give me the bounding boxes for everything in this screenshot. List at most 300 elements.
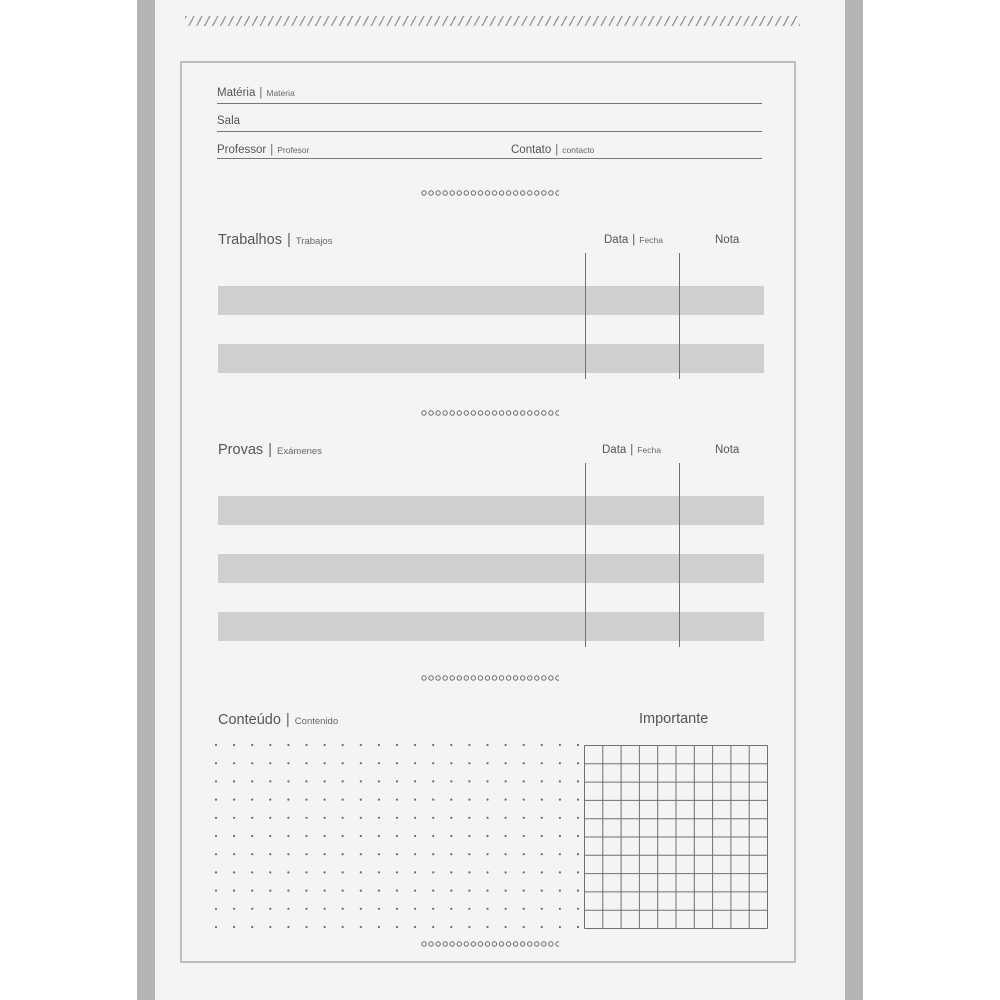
grid-dot <box>559 890 561 892</box>
grid-dot <box>360 762 362 764</box>
divider-ring <box>436 676 440 680</box>
grid-dot <box>505 890 507 892</box>
grid-dot <box>577 871 579 873</box>
grid-dot <box>342 780 344 782</box>
divider-ring <box>422 191 426 195</box>
grid-dot <box>251 835 253 837</box>
grid-dot <box>523 817 525 819</box>
grid-dot <box>523 890 525 892</box>
grid-dot <box>269 853 271 855</box>
grid-dot <box>305 799 307 801</box>
grid-dot <box>505 908 507 910</box>
grid-dot <box>505 853 507 855</box>
grid-dot <box>432 908 434 910</box>
grid-dot <box>468 871 470 873</box>
grid-dot <box>523 853 525 855</box>
grid-dot <box>215 871 217 873</box>
grid-dot <box>251 926 253 928</box>
grid-dot <box>523 780 525 782</box>
grid-dot <box>360 908 362 910</box>
sala-field[interactable] <box>217 113 762 132</box>
professor-field[interactable] <box>217 140 502 159</box>
grid-dot <box>251 853 253 855</box>
grid-dot <box>505 780 507 782</box>
grid-dot <box>360 744 362 746</box>
divider-ring <box>528 191 532 195</box>
divider-ring <box>471 942 475 946</box>
grid-dot <box>486 817 488 819</box>
grid-dot <box>559 908 561 910</box>
divider-ring <box>556 676 559 680</box>
divider-ring <box>443 942 447 946</box>
divider-ring <box>429 191 433 195</box>
grid-dot <box>432 817 434 819</box>
professor-label: Professor | Profesor <box>217 144 310 156</box>
grid-dot <box>541 780 543 782</box>
grid-dot <box>414 744 416 746</box>
divider-ring <box>506 411 510 415</box>
grid-dot <box>486 780 488 782</box>
divider-ring <box>471 191 475 195</box>
square-grid-notes-area[interactable] <box>584 745 767 928</box>
divider-ring <box>422 942 426 946</box>
grid-dot <box>577 908 579 910</box>
grid-dot <box>305 835 307 837</box>
divider-ring <box>443 411 447 415</box>
grid-dot <box>505 744 507 746</box>
divider-ring <box>549 411 553 415</box>
grid-dot <box>305 926 307 928</box>
grid-dot <box>324 890 326 892</box>
grid-dot <box>486 908 488 910</box>
grid-dot <box>541 871 543 873</box>
grid-dot <box>324 908 326 910</box>
grid-dot <box>505 926 507 928</box>
grid-dot <box>577 799 579 801</box>
divider-ring <box>464 676 468 680</box>
grid-dot <box>468 762 470 764</box>
grid-dot <box>468 890 470 892</box>
divider-ring <box>521 191 525 195</box>
grid-dot <box>523 762 525 764</box>
grid-dot <box>414 762 416 764</box>
divider-ring <box>492 191 496 195</box>
grid-dot <box>432 799 434 801</box>
divider-ring <box>429 411 433 415</box>
divider-ring <box>506 676 510 680</box>
grid-dot <box>233 908 235 910</box>
divider-ring <box>535 676 539 680</box>
grid-dot <box>215 835 217 837</box>
grid-dot <box>541 762 543 764</box>
provas-date-divider <box>585 463 586 647</box>
contato-field[interactable] <box>502 140 762 159</box>
grid-dot <box>450 908 452 910</box>
grid-dot <box>396 871 398 873</box>
grid-dot <box>360 817 362 819</box>
grid-dot <box>577 744 579 746</box>
ring-divider <box>421 189 559 197</box>
divider-ring <box>506 191 510 195</box>
grid-dot <box>577 926 579 928</box>
grid-dot <box>342 926 344 928</box>
trabalhos-title: Trabalhos | Trabajos <box>218 231 333 248</box>
grid-dot <box>541 890 543 892</box>
grid-dot <box>324 871 326 873</box>
grid-dot <box>233 744 235 746</box>
grid-dot <box>541 744 543 746</box>
divider-ring <box>464 411 468 415</box>
grid-dot <box>324 835 326 837</box>
trabalhos-date-header: Data | Fecha <box>604 234 663 246</box>
grid-dot <box>541 908 543 910</box>
divider-ring <box>528 942 532 946</box>
grid-dot <box>269 890 271 892</box>
grid-dot <box>233 780 235 782</box>
grid-dot <box>287 762 289 764</box>
grid-dot <box>396 926 398 928</box>
grid-dot <box>559 799 561 801</box>
grid-dot <box>577 780 579 782</box>
divider-ring <box>499 191 503 195</box>
grid-dot <box>523 908 525 910</box>
grid-dot <box>360 890 362 892</box>
grid-dot <box>360 835 362 837</box>
grid-dot <box>396 744 398 746</box>
provas-date-header: Data | Fecha <box>602 444 661 456</box>
grid-dot <box>450 799 452 801</box>
grid-dot <box>541 835 543 837</box>
grid-dot <box>305 871 307 873</box>
grid-dot <box>468 908 470 910</box>
grid-dot <box>378 744 380 746</box>
grid-dot <box>305 817 307 819</box>
grid-dot <box>486 871 488 873</box>
grid-dot <box>251 799 253 801</box>
trabalhos-row-band <box>218 286 764 315</box>
materia-label: Matéria | Materia <box>217 87 295 99</box>
grid-dot <box>523 744 525 746</box>
grid-dot <box>559 926 561 928</box>
grid-dot <box>414 926 416 928</box>
grid-dot <box>324 853 326 855</box>
divider-ring <box>492 411 496 415</box>
grid-dot <box>360 871 362 873</box>
grid-dot <box>396 853 398 855</box>
divider-ring <box>506 942 510 946</box>
divider-ring <box>499 676 503 680</box>
page-edge-left <box>137 0 155 1000</box>
grid-dot <box>305 908 307 910</box>
grid-dot <box>486 890 488 892</box>
grid-dot <box>486 762 488 764</box>
grid-dot <box>215 817 217 819</box>
grid-dot <box>215 926 217 928</box>
grid-dot <box>251 762 253 764</box>
divider-ring <box>485 676 489 680</box>
grid-dot <box>468 817 470 819</box>
provas-row-band <box>218 554 764 583</box>
provas-grade-header: Nota <box>715 444 740 456</box>
grid-dot <box>287 744 289 746</box>
grid-dot <box>505 762 507 764</box>
provas-grade-divider <box>679 463 680 647</box>
grid-dot <box>324 744 326 746</box>
grid-dot <box>287 926 289 928</box>
grid-dot <box>360 853 362 855</box>
grid-dot <box>523 799 525 801</box>
grid-dot <box>287 835 289 837</box>
divider-ring <box>471 411 475 415</box>
grid-dot <box>468 835 470 837</box>
divider-ring <box>542 411 546 415</box>
divider-ring <box>528 411 532 415</box>
grid-dot <box>523 926 525 928</box>
grid-dot <box>559 871 561 873</box>
grid-dot <box>541 799 543 801</box>
grid-dot <box>215 853 217 855</box>
grid-dot <box>233 835 235 837</box>
grid-dot <box>541 926 543 928</box>
divider-ring <box>478 942 482 946</box>
divider-ring <box>464 942 468 946</box>
grid-dot <box>559 835 561 837</box>
divider-ring <box>457 191 461 195</box>
grid-dot <box>432 890 434 892</box>
grid-dot <box>233 853 235 855</box>
dot-grid-notes-area[interactable] <box>212 740 582 930</box>
grid-dot <box>450 853 452 855</box>
grid-dot <box>324 926 326 928</box>
grid-dot <box>396 890 398 892</box>
grid-dot <box>287 817 289 819</box>
grid-dot <box>360 780 362 782</box>
grid-dot <box>269 908 271 910</box>
grid-dot <box>432 835 434 837</box>
grid-dot <box>215 762 217 764</box>
grid-dot <box>505 871 507 873</box>
divider-ring <box>443 676 447 680</box>
divider-ring <box>549 191 553 195</box>
divider-ring <box>436 942 440 946</box>
grid-dot <box>396 762 398 764</box>
grid-dot <box>559 853 561 855</box>
grid-dot <box>324 799 326 801</box>
grid-dot <box>360 799 362 801</box>
grid-dot <box>342 817 344 819</box>
ring-divider <box>421 674 559 682</box>
grid-dot <box>251 908 253 910</box>
grid-dot <box>287 871 289 873</box>
divider-ring <box>492 676 496 680</box>
grid-dot <box>251 871 253 873</box>
page-edge-right <box>845 0 863 1000</box>
grid-dot <box>468 744 470 746</box>
divider-ring <box>436 411 440 415</box>
grid-dot <box>269 799 271 801</box>
divider-ring <box>521 411 525 415</box>
divider-ring <box>478 191 482 195</box>
grid-dot <box>486 926 488 928</box>
grid-dot <box>414 890 416 892</box>
grid-dot <box>269 926 271 928</box>
divider-ring <box>450 942 454 946</box>
grid-dot <box>269 817 271 819</box>
grid-dot <box>305 853 307 855</box>
ring-divider <box>421 940 559 948</box>
grid-dot <box>378 908 380 910</box>
divider-ring <box>450 411 454 415</box>
grid-dot <box>287 853 289 855</box>
provas-row-band <box>218 612 764 641</box>
importante-title: Importante <box>639 711 709 727</box>
grid-dot <box>486 744 488 746</box>
grid-dot <box>414 817 416 819</box>
grid-dot <box>505 835 507 837</box>
grid-dot <box>215 744 217 746</box>
grid-dot <box>450 780 452 782</box>
grid-dot <box>468 780 470 782</box>
divider-ring <box>429 676 433 680</box>
grid-dot <box>324 817 326 819</box>
divider-ring <box>535 191 539 195</box>
divider-ring <box>542 942 546 946</box>
grid-dot <box>396 799 398 801</box>
grid-dot <box>269 780 271 782</box>
grid-dot <box>251 890 253 892</box>
grid-dot <box>541 853 543 855</box>
divider-ring <box>485 191 489 195</box>
grid-dot <box>541 817 543 819</box>
grid-dot <box>324 762 326 764</box>
grid-dot <box>414 908 416 910</box>
grid-dot <box>450 744 452 746</box>
materia-field[interactable] <box>217 85 762 104</box>
grid-dot <box>577 853 579 855</box>
divider-ring <box>485 411 489 415</box>
grid-dot <box>396 835 398 837</box>
conteudo-title: Conteúdo | Contenido <box>218 711 339 728</box>
grid-dot <box>269 835 271 837</box>
divider-ring <box>429 942 433 946</box>
divider-ring <box>485 942 489 946</box>
grid-dot <box>432 853 434 855</box>
grid-dot <box>233 871 235 873</box>
grid-dot <box>432 744 434 746</box>
grid-dot <box>450 835 452 837</box>
ring-divider <box>421 409 559 417</box>
grid-dot <box>450 871 452 873</box>
grid-dot <box>559 817 561 819</box>
grid-dot <box>450 762 452 764</box>
grid-dot <box>342 762 344 764</box>
grid-dot <box>251 744 253 746</box>
divider-ring <box>513 411 517 415</box>
grid-dot <box>378 890 380 892</box>
grid-dot <box>396 817 398 819</box>
divider-ring <box>513 942 517 946</box>
divider-ring <box>521 676 525 680</box>
grid-dot <box>505 799 507 801</box>
grid-dot <box>378 780 380 782</box>
divider-ring <box>499 942 503 946</box>
grid-dot <box>559 744 561 746</box>
divider-ring <box>478 676 482 680</box>
grid-dot <box>233 926 235 928</box>
grid-dot <box>414 799 416 801</box>
grid-dot <box>233 762 235 764</box>
trabalhos-date-divider <box>585 253 586 379</box>
sala-label: Sala <box>217 115 241 127</box>
divider-ring <box>422 411 426 415</box>
grid-dot <box>251 780 253 782</box>
divider-ring <box>450 676 454 680</box>
grid-dot <box>378 817 380 819</box>
grid-dot <box>269 744 271 746</box>
divider-ring <box>549 942 553 946</box>
grid-dot <box>414 871 416 873</box>
grid-dot <box>414 853 416 855</box>
grid-dot <box>305 780 307 782</box>
divider-ring <box>457 411 461 415</box>
grid-dot <box>396 780 398 782</box>
grid-dot <box>215 799 217 801</box>
grid-dot <box>269 871 271 873</box>
divider-ring <box>556 411 559 415</box>
grid-dot <box>523 871 525 873</box>
hatch-border-top <box>185 16 800 26</box>
grid-dot <box>450 926 452 928</box>
grid-dot <box>468 926 470 928</box>
divider-ring <box>492 942 496 946</box>
grid-dot <box>215 780 217 782</box>
provas-row-band <box>218 496 764 525</box>
grid-dot <box>559 780 561 782</box>
divider-ring <box>556 191 559 195</box>
divider-ring <box>499 411 503 415</box>
grid-dot <box>450 817 452 819</box>
divider-ring <box>436 191 440 195</box>
grid-dot <box>305 744 307 746</box>
divider-ring <box>513 676 517 680</box>
grid-dot <box>342 890 344 892</box>
grid-dot <box>468 799 470 801</box>
grid-dot <box>414 780 416 782</box>
divider-ring <box>535 411 539 415</box>
grid-dot <box>378 799 380 801</box>
grid-dot <box>305 762 307 764</box>
grid-dot <box>251 817 253 819</box>
grid-dot <box>396 908 398 910</box>
grid-dot <box>432 926 434 928</box>
grid-dot <box>305 890 307 892</box>
grid-dot <box>342 835 344 837</box>
grid-dot <box>342 871 344 873</box>
grid-dot <box>342 799 344 801</box>
grid-dot <box>342 744 344 746</box>
grid-dot <box>486 799 488 801</box>
grid-dot <box>287 799 289 801</box>
grid-dot <box>559 762 561 764</box>
divider-ring <box>464 191 468 195</box>
provas-title: Provas | Exámenes <box>218 441 322 458</box>
divider-ring <box>542 191 546 195</box>
divider-ring <box>556 942 559 946</box>
divider-ring <box>471 676 475 680</box>
grid-dot <box>287 890 289 892</box>
grid-dot <box>505 817 507 819</box>
divider-ring <box>521 942 525 946</box>
